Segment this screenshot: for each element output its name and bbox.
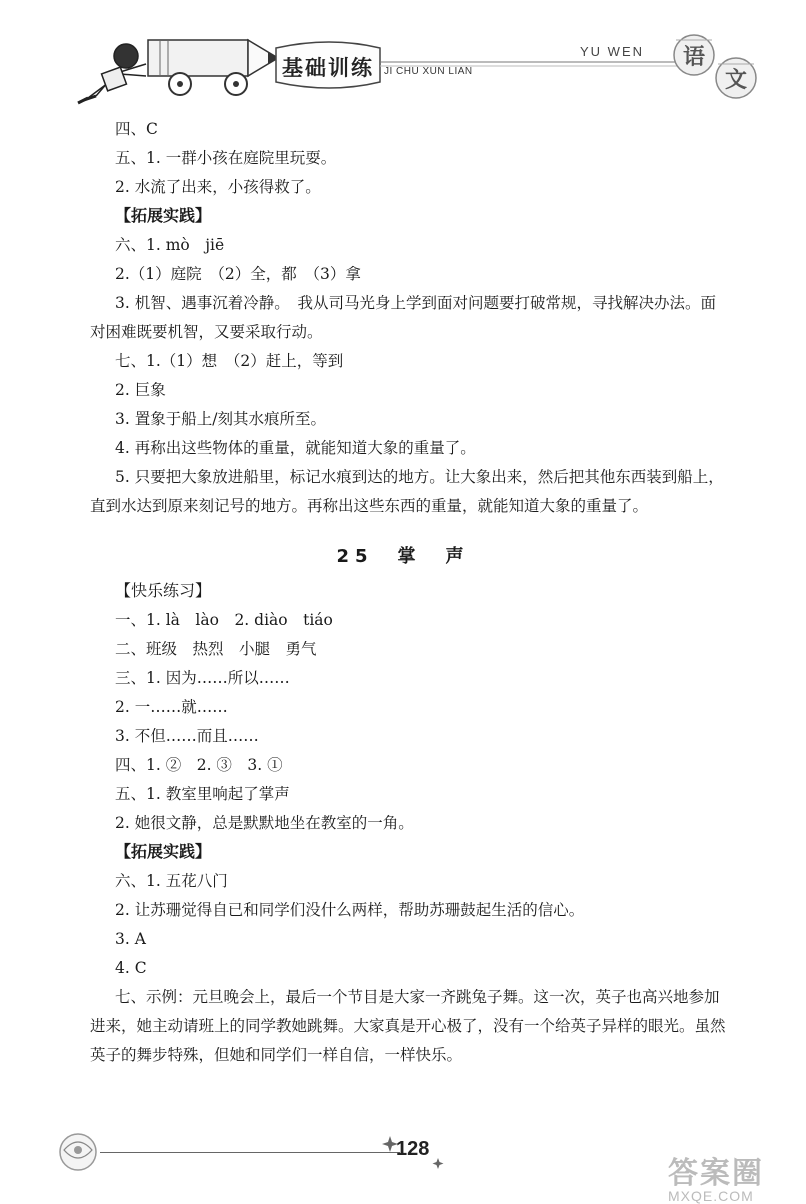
answer-line: 3. 机智、遇事沉着冷静。 我从司马光身上学到面对问题要打破常规，寻找解决办法。面 (115, 294, 716, 312)
answer-line: 七、示例：元旦晚会上，最后一个节目是大家一齐跳兔子舞。这一次，英子也高兴地参加 (115, 988, 720, 1006)
answer-line: 七、1.（1）想 （2）赶上，等到 (115, 352, 344, 370)
answer-line: 2. 水流了出来，小孩得救了。 (115, 178, 321, 196)
footer-rule (100, 1152, 400, 1153)
header-subject-char-2: 文 (725, 67, 748, 93)
answer-line: 2. 她很文静，总是默默地坐在教室的一角。 (115, 814, 414, 832)
answer-line: 对困难既要机智，又要采取行动。 (90, 323, 323, 341)
header-subject-pinyin: YU WEN (580, 44, 644, 59)
answer-line: 四、C (115, 120, 158, 138)
lesson-title: 25 掌 声 (336, 546, 470, 567)
answer-line: 3. 置象于船上/刻其水痕所至。 (115, 410, 326, 428)
answer-line: 四、1. ② 2. ③ 3. ① (115, 756, 283, 774)
answer-line: 二、班级 热烈 小腿 勇气 (115, 640, 317, 658)
header-title: 基础训练 (282, 56, 374, 80)
boy-figure-icon (78, 44, 146, 103)
page-number: 128 (396, 1138, 430, 1160)
answer-line: 进来，她主动请班上的同学教她跳舞。大家真是开心极了，没有一个给英子异样的眼光。虽然 (90, 1017, 726, 1035)
answer-line: 五、1. 教室里响起了掌声 (115, 785, 290, 803)
header-title-pinyin: JI CHU XUN LIAN (384, 66, 473, 77)
watermark-logo-text: 答案圈 (668, 1157, 764, 1190)
answer-line: 五、1. 一群小孩在庭院里玩耍。 (115, 149, 337, 167)
answer-line: 3. A (115, 930, 146, 948)
answer-line: 5. 只要把大象放进船里，标记水痕到达的地方。让大象出来，然后把其他东西装到船上， (115, 468, 724, 486)
header-subject-char-1: 语 (683, 44, 706, 70)
answer-line: 英子的舞步特殊，但她和同学们一样自信，一样快乐。 (90, 1046, 463, 1064)
answer-line: 六、1. mò jiē (115, 236, 225, 254)
answer-line: 2. 让苏珊觉得自已和同学们没什么两样，帮助苏珊鼓起生活的信心。 (115, 901, 585, 919)
pencil-cart-icon (148, 40, 278, 95)
answer-line: 直到水达到原来刻记号的地方。再称出这些东西的重量，就能知道大象的重量了。 (90, 497, 649, 515)
section-heading: 【快乐练习】 (115, 581, 212, 600)
watermark (668, 1148, 764, 1204)
page-header (0, 0, 806, 112)
answer-line: 一、1. là lào 2. diào tiáo (115, 611, 333, 629)
footer-ornament-icon (48, 1120, 108, 1180)
watermark-url: MXQE.COM (668, 1188, 754, 1204)
answer-line: 六、1. 五花八门 (115, 872, 228, 890)
answer-line: 3. 不但……而且…… (115, 727, 259, 745)
answer-line: 2. 巨象 (115, 381, 166, 399)
answer-line: 4. 再称出这些物体的重量，就能知道大象的重量了。 (115, 439, 476, 457)
answer-line: 4. C (115, 959, 147, 977)
answer-line: 三、1. 因为……所以…… (115, 669, 290, 687)
section-heading: 【拓展实践】 (115, 842, 212, 861)
answer-line: 2.（1）庭院 （2）全，都 （3）拿 (115, 265, 361, 283)
section-heading: 【拓展实践】 (115, 206, 212, 225)
answer-line: 2. 一……就…… (115, 698, 228, 716)
